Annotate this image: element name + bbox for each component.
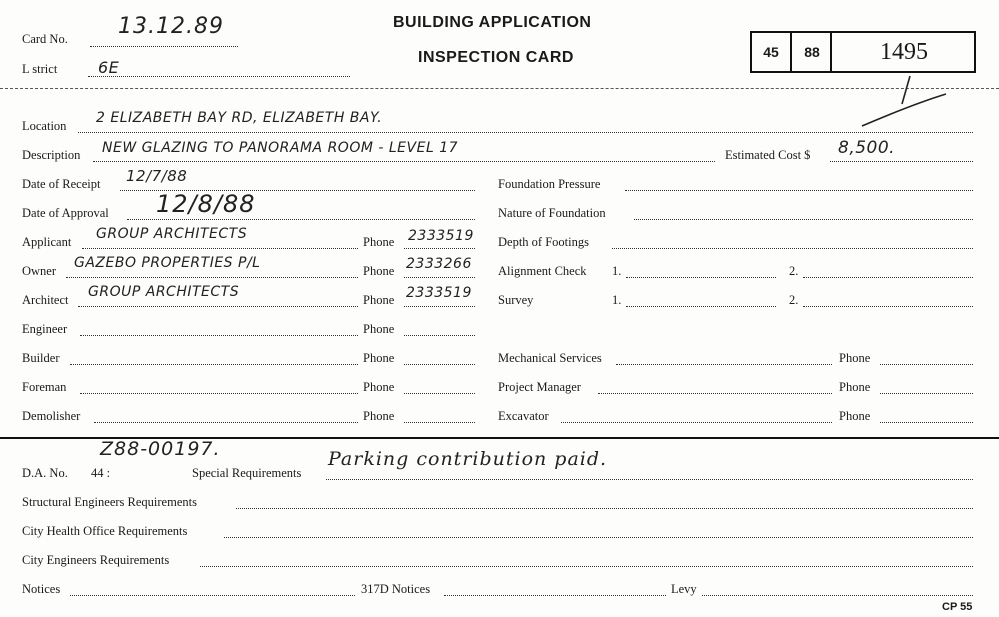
- da-no-prefix: 44 :: [91, 466, 111, 480]
- project-manager-phone-label: Phone: [839, 380, 871, 394]
- excavator-phone-label: Phone: [839, 409, 871, 423]
- foreman-label: Foreman: [22, 380, 67, 394]
- levy-line: [702, 595, 973, 596]
- applicant-label: Applicant: [22, 235, 72, 249]
- mechanical-label: Mechanical Services: [498, 351, 602, 365]
- engineer-phone-line: [404, 335, 475, 336]
- nature-foundation-label: Nature of Foundation: [498, 206, 606, 220]
- foundation-pressure-label: Foundation Pressure: [498, 177, 601, 191]
- project-manager-label: Project Manager: [498, 380, 581, 394]
- date-approval-value: 12/8/88: [156, 190, 256, 218]
- estimated-cost-label: Estimated Cost $: [725, 148, 811, 162]
- card-no-value: 13.12.89: [118, 14, 224, 39]
- date-receipt-label: Date of Receipt: [22, 177, 101, 191]
- owner-phone-value: 2333266: [406, 256, 472, 272]
- location-line: [78, 132, 973, 133]
- demolisher-label: Demolisher: [22, 409, 81, 423]
- survey-line-2: [803, 306, 973, 307]
- card-no-label: Card No.: [22, 32, 68, 46]
- applicant-phone-line: [404, 248, 475, 249]
- architect-value: GROUP ARCHITECTS: [88, 284, 240, 300]
- ref-cell-3: 1495: [830, 33, 976, 71]
- mechanical-phone-label: Phone: [839, 351, 871, 365]
- alignment-line-1: [626, 277, 776, 278]
- title-line-2: INSPECTION CARD: [418, 49, 574, 66]
- structural-line: [236, 508, 973, 509]
- applicant-phone-value: 2333519: [408, 228, 474, 244]
- survey-label: Survey: [498, 293, 534, 307]
- mechanical-line: [616, 364, 832, 365]
- builder-line: [70, 364, 358, 365]
- demolisher-phone-line: [404, 422, 475, 423]
- survey-num-1: 1.: [612, 293, 622, 307]
- architect-phone-line: [404, 306, 475, 307]
- engineer-phone-label: Phone: [363, 322, 395, 336]
- applicant-phone-label: Phone: [363, 235, 395, 249]
- excavator-phone-line: [880, 422, 973, 423]
- health-label: City Health Office Requirements: [22, 524, 188, 538]
- project-manager-phone-line: [880, 393, 973, 394]
- alignment-num-2: 2.: [789, 264, 799, 278]
- pen-stroke-mark: [850, 70, 950, 130]
- applicant-line: [82, 248, 358, 249]
- builder-phone-line: [404, 364, 475, 365]
- architect-phone-value: 2333519: [406, 285, 472, 301]
- date-receipt-value: 12/7/88: [126, 167, 188, 185]
- district-value: 6E: [98, 58, 120, 77]
- depth-footings-label: Depth of Footings: [498, 235, 589, 249]
- structural-label: Structural Engineers Requirements: [22, 495, 197, 509]
- owner-phone-label: Phone: [363, 264, 395, 278]
- notices-line: [70, 595, 355, 596]
- owner-line: [66, 277, 358, 278]
- depth-footings-line: [612, 248, 973, 249]
- form-code: CP 55: [942, 601, 973, 613]
- engineer-line: [80, 335, 358, 336]
- notices-317d-line: [444, 595, 666, 596]
- excavator-line: [561, 422, 832, 423]
- architect-line: [78, 306, 358, 307]
- owner-label: Owner: [22, 264, 57, 278]
- date-approval-label: Date of Approval: [22, 206, 109, 220]
- demolisher-phone-label: Phone: [363, 409, 395, 423]
- reference-box: [750, 31, 976, 73]
- city-engineers-line: [200, 566, 973, 567]
- foundation-pressure-line: [625, 190, 973, 191]
- location-value: 2 ELIZABETH BAY RD, ELIZABETH BAY.: [96, 110, 383, 126]
- location-label: Location: [22, 119, 67, 133]
- da-no-label: D.A. No.: [22, 466, 68, 480]
- ref-cell-2: 88: [790, 33, 832, 71]
- demolisher-line: [94, 422, 358, 423]
- builder-label: Builder: [22, 351, 60, 365]
- project-manager-line: [598, 393, 832, 394]
- district-line: [88, 76, 350, 77]
- description-label: Description: [22, 148, 81, 162]
- foreman-phone-label: Phone: [363, 380, 395, 394]
- title-line-1: BUILDING APPLICATION: [393, 14, 592, 31]
- special-requirements-value: Parking contribution paid.: [328, 448, 608, 470]
- architect-label: Architect: [22, 293, 69, 307]
- alignment-check-label: Alignment Check: [498, 264, 587, 278]
- foreman-phone-line: [404, 393, 475, 394]
- foreman-line: [80, 393, 358, 394]
- card-no-line: [90, 46, 238, 47]
- mechanical-phone-line: [880, 364, 973, 365]
- nature-foundation-line: [634, 219, 973, 220]
- excavator-label: Excavator: [498, 409, 549, 423]
- engineer-label: Engineer: [22, 322, 68, 336]
- health-line: [224, 537, 973, 538]
- architect-phone-label: Phone: [363, 293, 395, 307]
- city-engineers-label: City Engineers Requirements: [22, 553, 170, 567]
- levy-label: Levy: [671, 582, 697, 596]
- special-requirements-label: Special Requirements: [192, 466, 302, 480]
- survey-line-1: [626, 306, 776, 307]
- date-approval-line: [127, 219, 475, 220]
- alignment-line-2: [803, 277, 973, 278]
- district-label: L strict: [22, 62, 58, 76]
- estimated-cost-line: [830, 161, 973, 162]
- survey-num-2: 2.: [789, 293, 799, 307]
- description-value: NEW GLAZING TO PANORAMA ROOM - LEVEL 17: [102, 140, 459, 156]
- ref-cell-1: 45: [763, 44, 779, 60]
- alignment-num-1: 1.: [612, 264, 622, 278]
- notices-317d-label: 317D Notices: [361, 582, 431, 596]
- owner-phone-line: [404, 277, 475, 278]
- description-line: [93, 161, 715, 162]
- special-requirements-line: [326, 479, 973, 480]
- da-no-value: Z88-00197.: [100, 438, 221, 460]
- owner-value: GAZEBO PROPERTIES P/L: [74, 255, 261, 271]
- builder-phone-label: Phone: [363, 351, 395, 365]
- applicant-value: GROUP ARCHITECTS: [96, 226, 248, 242]
- notices-label: Notices: [22, 582, 61, 596]
- estimated-cost-value: 8,500.: [838, 138, 896, 158]
